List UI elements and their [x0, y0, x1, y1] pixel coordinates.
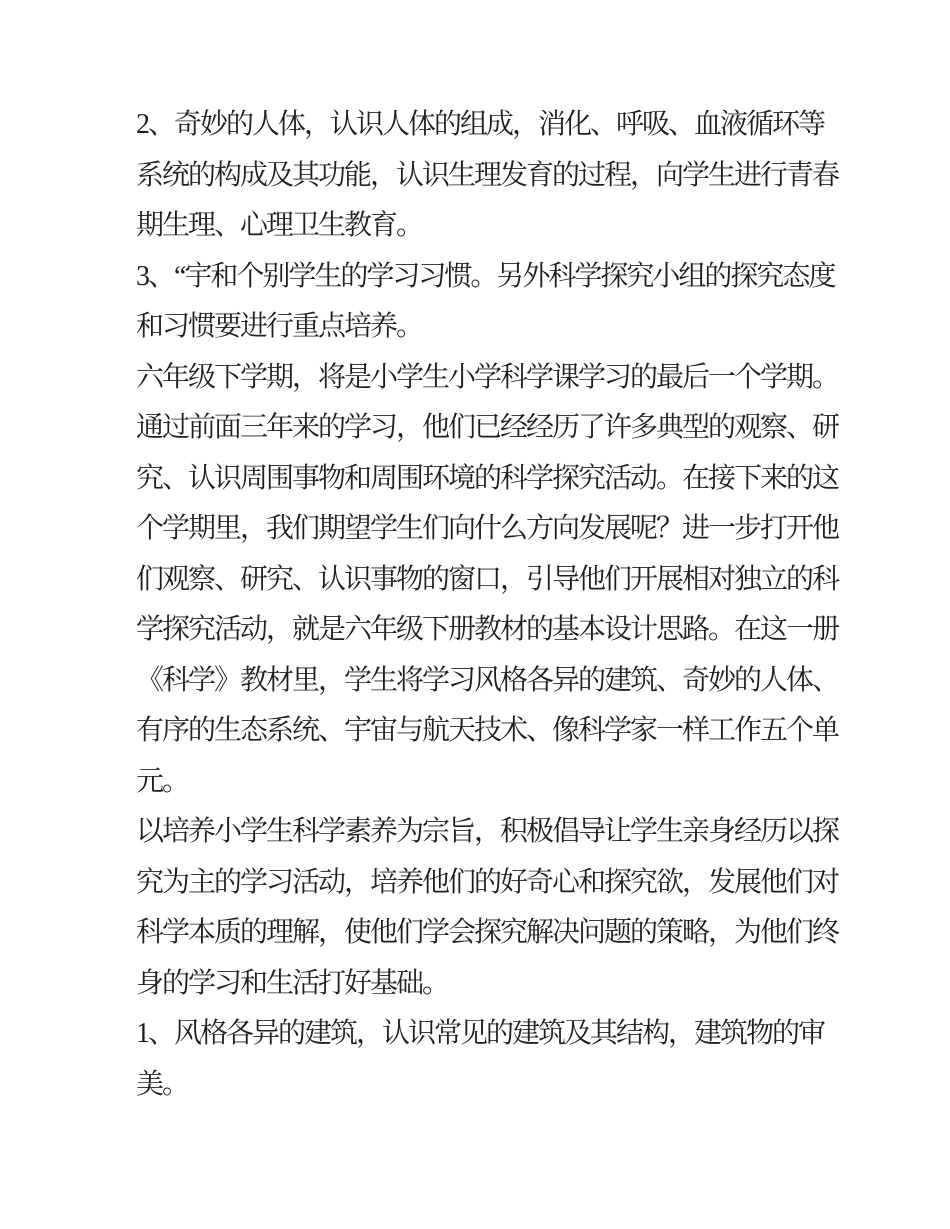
text-line: 个学期里，我们期望学生们向什么方向发展呢？进一步打开他: [136, 513, 839, 544]
text-line: 究为主的学习活动，培养他们的好奇心和探究欲，发展他们对: [136, 866, 839, 898]
paragraph: [136, 252, 866, 353]
text-line: 2、奇妙的人体，认识人体的组成，消化、呼吸、血液循环等: [136, 109, 825, 140]
paragraph: [136, 353, 866, 808]
text-line: 学探究活动，就是六年级下册教材的基本设计思路。在这一册: [136, 614, 839, 645]
text-line: 美。: [136, 1068, 189, 1100]
text-line: 科学本质的理解，使他们学会探究解决问题的策略，为他们终: [136, 917, 839, 948]
text-line: 和习惯要进行重点培养。: [136, 311, 423, 342]
text-line: 元。: [136, 765, 189, 797]
text-line: 六年级下学期，将是小学生小学科学课学习的最后一个学期。: [136, 361, 839, 393]
text-line: 们观察、研究、认识事物的窗口，引导他们开展相对独立的科: [136, 563, 839, 595]
text-line: 系统的构成及其功能，认识生理发育的过程，向学生进行青春: [136, 159, 839, 191]
text-line: 以培养小学生科学素养为宗旨，积极倡导让学生亲身经历以探: [136, 816, 839, 847]
text-line: 期生理、心理卫生教育。: [136, 210, 423, 241]
text-line: 有序的生态系统、宇宙与航天技术、像科学家一样工作五个单: [136, 715, 839, 746]
text-block: [136, 100, 866, 1110]
paragraph: [136, 1009, 866, 1110]
text-line: 3、“宇和个别学生的学习习惯。另外科学探究小组的探究态度: [136, 260, 835, 292]
text-line: 1、风格各异的建筑，认识常见的建筑及其结构，建筑物的审: [136, 1018, 825, 1049]
text-line: 身的学习和生活打好基础。: [136, 967, 449, 999]
text-line: 《科学》教材里，学生将学习风格各异的建筑、奇妙的人体、: [136, 664, 839, 696]
paragraph: [136, 100, 866, 252]
text-line: 究、认识周围事物和周围环境的科学探究活动。在接下来的这: [136, 462, 839, 494]
text-line: 通过前面三年来的学习，他们已经经历了许多典型的观察、研: [136, 412, 839, 443]
paragraph: [136, 807, 866, 1009]
